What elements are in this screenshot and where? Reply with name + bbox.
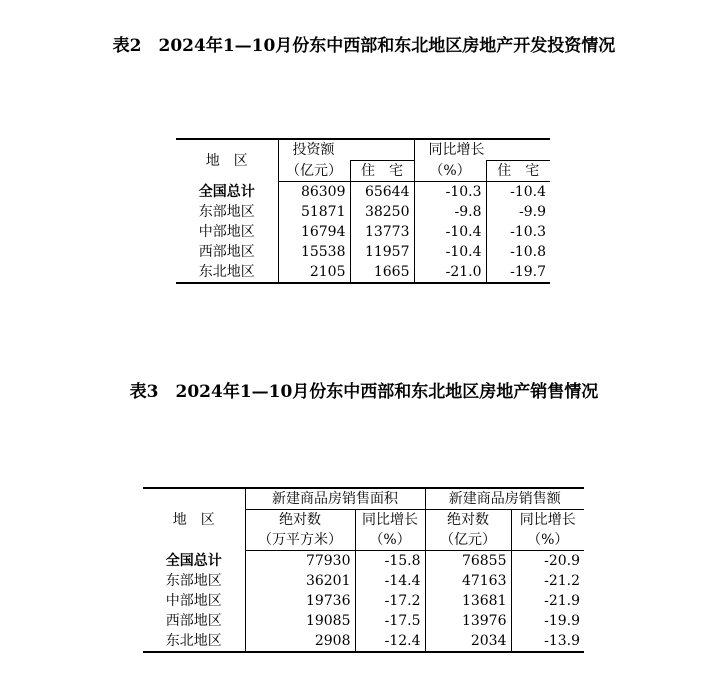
table3-area: 2908: [245, 631, 355, 652]
table3-region: 东北地区: [143, 631, 245, 652]
table-row: [176, 222, 550, 242]
table2-region: 中部地区: [198, 224, 255, 240]
table3-sales-yoy: -13.9: [511, 631, 584, 652]
table3-area: 19085: [245, 611, 355, 631]
table3-area-yoy: -12.4: [355, 631, 425, 652]
table3-sales-yoy: -21.9: [511, 591, 584, 611]
table3-header-sales-yoy: 同比增长: [511, 510, 584, 531]
table3-title: 表3 2024年1—10月份东中西部和东北地区房地产销售情况: [129, 382, 599, 402]
table2-investment: 51871: [278, 202, 350, 222]
table2-region: 全国总计: [198, 183, 255, 200]
table3-region: 中部地区: [165, 593, 222, 609]
table-row: [143, 551, 584, 572]
table3-header-area-unit: （万平方米）: [245, 530, 355, 551]
table2-yoy: -10.4: [414, 242, 486, 262]
table3-sales: 13681: [425, 591, 511, 611]
table-row: [143, 591, 584, 611]
table3-header-sales-absolute: 绝对数: [425, 510, 511, 531]
table2-investment: 15538: [278, 242, 350, 262]
table2-yoy-residential: -10.4: [486, 182, 550, 203]
table2-region: 东北地区: [176, 262, 278, 283]
table-row: [143, 571, 584, 591]
table-row: [176, 202, 550, 222]
table2-residential: 13773: [350, 222, 414, 242]
table3-region: 全国总计: [165, 552, 222, 569]
table2-yoy-residential: -10.8: [486, 242, 550, 262]
table3-header-area-group: 新建商品房销售面积: [245, 488, 425, 510]
table3-sales: [143, 487, 584, 653]
table3-sales: 2034: [425, 631, 511, 652]
table3-sales-yoy: -21.2: [511, 571, 584, 591]
table2-yoy: -10.3: [414, 182, 486, 203]
table2-residential: 11957: [350, 242, 414, 262]
table3-header-area-yoy: 同比增长: [355, 510, 425, 531]
table2-residential: 1665: [350, 262, 414, 283]
table2-investment: 86309: [278, 182, 350, 203]
table3-area-yoy: -17.2: [355, 591, 425, 611]
table3-sales: 76855: [425, 551, 511, 572]
table-row: [176, 182, 550, 203]
table2-investment: [176, 138, 550, 284]
table3-header-sales-unit: （亿元）: [425, 530, 511, 551]
table3-area: 36201: [245, 571, 355, 591]
table2-yoy: -10.4: [414, 222, 486, 242]
table3-area-yoy: -15.8: [355, 551, 425, 572]
table2-header-region: 地 区: [176, 139, 278, 182]
table3-area-yoy: -17.5: [355, 611, 425, 631]
table2-header-yoy-unit: （%）: [414, 161, 486, 182]
table3-header-area-yoy-unit: （%）: [355, 530, 425, 551]
table-row: [176, 262, 550, 283]
table3-area-yoy: -14.4: [355, 571, 425, 591]
table3-region: 西部地区: [165, 613, 222, 629]
table3-header-sales-yoy-unit: （%）: [511, 530, 584, 551]
table2-yoy-residential: -10.3: [486, 222, 550, 242]
table3-header-sales-group: 新建商品房销售额: [425, 488, 584, 510]
table3-area: 77930: [245, 551, 355, 572]
table2-yoy-residential: -9.9: [486, 202, 550, 222]
table3-header-area-absolute: 绝对数: [245, 510, 355, 531]
table3-area: 19736: [245, 591, 355, 611]
table2-title: 表2 2024年1—10月份东中西部和东北地区房地产开发投资情况: [112, 36, 616, 56]
table2-header-investment-unit: （亿元）: [278, 161, 350, 182]
table3-sales: 47163: [425, 571, 511, 591]
table3-region: 东部地区: [165, 573, 222, 589]
table2-yoy-residential: -19.7: [486, 262, 550, 283]
table3-sales: 13976: [425, 611, 511, 631]
table-row: [143, 631, 584, 652]
table-row: [143, 611, 584, 631]
table2-yoy: -9.8: [414, 202, 486, 222]
table2-yoy: -21.0: [414, 262, 486, 283]
table2-investment: 16794: [278, 222, 350, 242]
table2-header-investment: 投资额: [278, 139, 414, 161]
table2-residential: 65644: [350, 182, 414, 203]
table2-region: 西部地区: [198, 244, 255, 260]
table2-residential: 38250: [350, 202, 414, 222]
table2-region: 东部地区: [198, 204, 255, 220]
table2-investment: 2105: [278, 262, 350, 283]
table3-sales-yoy: -20.9: [511, 551, 584, 572]
table3-header-region: 地 区: [143, 488, 245, 551]
table2-header-yoy: 同比增长: [414, 139, 550, 161]
table-row: [176, 242, 550, 262]
table2-header-residential: 住 宅: [350, 161, 414, 182]
table3-sales-yoy: -19.9: [511, 611, 584, 631]
table2-header-yoy-residential: 住 宅: [486, 161, 550, 182]
